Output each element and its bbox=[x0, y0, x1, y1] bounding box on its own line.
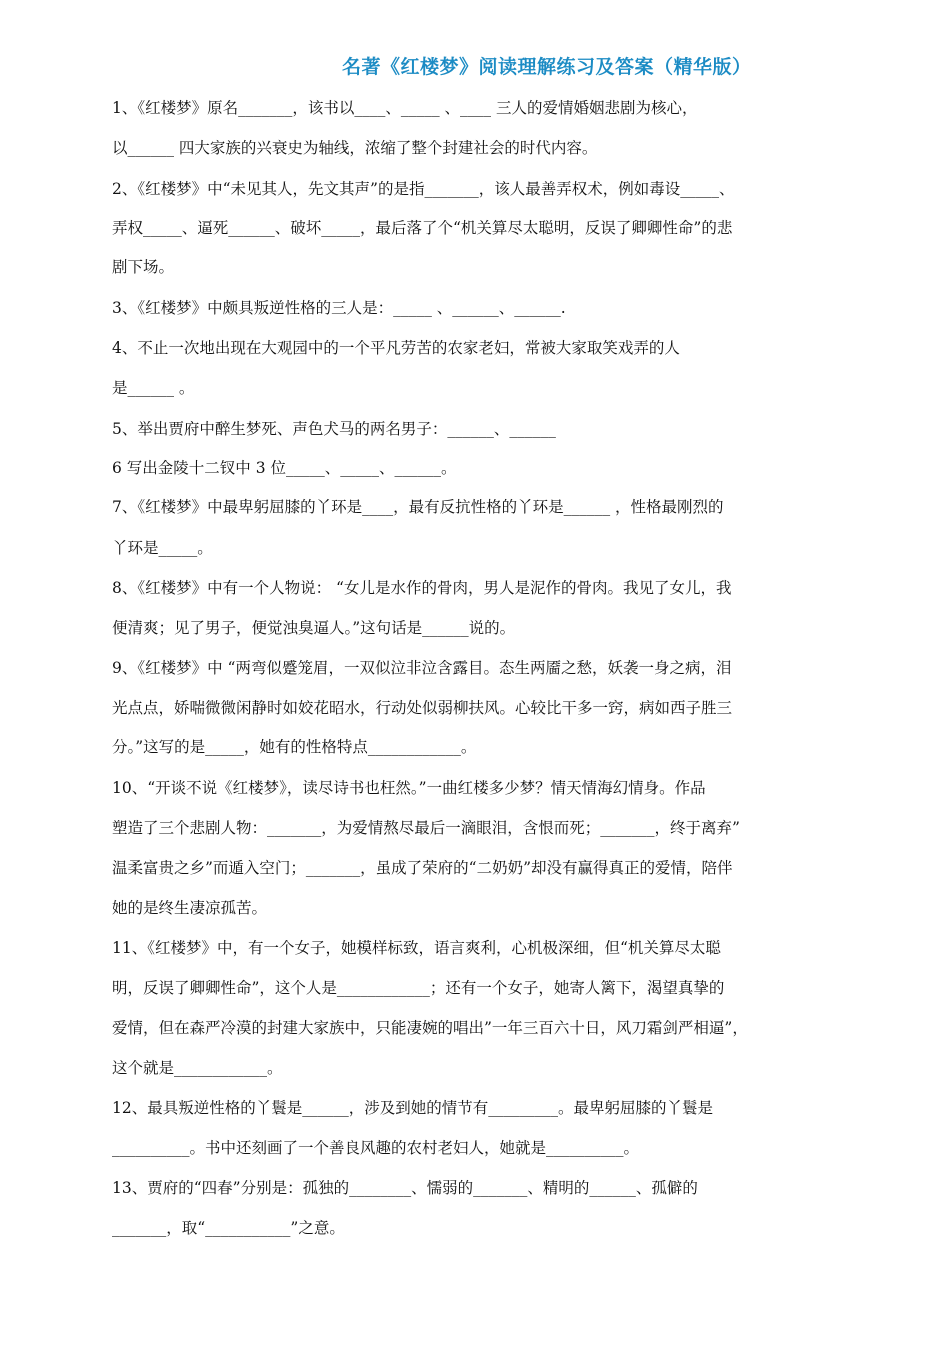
text-line: 便清爽；见了男子，便觉浊臭逼人。”这句话是______说的。 bbox=[112, 619, 516, 637]
text-line: 爱情，但在森严冷漠的封建大家族中，只能凄婉的唱出”一年三百六十日，风刀霜剑严相逼”， bbox=[112, 1019, 748, 1037]
page-title: 名著《红楼梦》阅读理解练习及答案（精华版） bbox=[342, 56, 752, 78]
text-line: 以______ 四大家族的兴衰史为轴线，浓缩了整个封建社会的时代内容。 bbox=[112, 139, 598, 157]
text-line: 5、举出贾府中醉生梦死、声色犬马的两名男子：______、______ bbox=[112, 420, 556, 438]
text-line: 3、《红楼梦》中颇具叛逆性格的三人是：_____ 、______、______. bbox=[112, 299, 566, 317]
text-line: 塑造了三个悲剧人物：_______，为爱情熬尽最后一滴眼泪，含恨而死；_______，终于离弃” bbox=[112, 819, 740, 837]
text-line: 11、《红楼梦》中，有一个女子，她模样标致，语言爽利，心机极深细，但“机关算尽太聪 bbox=[112, 939, 721, 957]
text-line: 6 写出金陵十二钗中 3 位_____、_____、______。 bbox=[112, 459, 457, 477]
text-line: 她的是终生凄凉孤苦。 bbox=[112, 899, 268, 917]
text-line: 13、贾府的“四春”分别是：孤独的________、懦弱的_______、精明的______、孤僻的 bbox=[112, 1179, 698, 1197]
text-line: 明，反误了卿卿性命”，这个人是____________；还有一个女子，她寄人篱下，渴望真挚的 bbox=[112, 979, 725, 997]
text-line: 是______ 。 bbox=[112, 379, 195, 397]
text-line: 9、《红楼梦》中 “两弯似蹙笼眉，一双似泣非泣含露目。态生两靥之愁，妖袭一身之病，泪 bbox=[112, 659, 732, 677]
text-line: _______，取“___________”之意。 bbox=[112, 1219, 345, 1237]
text-line: 10、“开谈不说《红楼梦》，读尽诗书也枉然。”一曲红楼多少梦？情天情海幻情身。作品 bbox=[112, 779, 706, 797]
text-line: 丫环是_____。 bbox=[112, 539, 213, 557]
text-line: 12、最具叛逆性格的丫鬟是______，涉及到她的情节有_________。最卑躬屈膝的丫鬟是 bbox=[112, 1099, 713, 1117]
text-line: 光点点，娇喘微微闲静时如姣花昭水，行动处似弱柳扶风。心较比干多一窍，病如西子胜三 bbox=[112, 699, 733, 717]
text-line: 8、《红楼梦》中有一个人物说： “女儿是水作的骨肉，男人是泥作的骨肉。我见了女儿，我 bbox=[112, 579, 732, 597]
text-line: 弄权_____、逼死______、破坏_____，最后落了个“机关算尽太聪明，反误了卿卿性命”的悲 bbox=[112, 219, 733, 237]
text-line: 4、不止一次地出现在大观园中的一个平凡劳苦的农家老妇，常被大家取笑戏弄的人 bbox=[112, 339, 680, 357]
text-line: 这个就是____________。 bbox=[112, 1059, 283, 1077]
text-line: 2、《红楼梦》中“未见其人，先文其声”的是指_______，该人最善弄权术，例如毒设_____、 bbox=[112, 180, 735, 198]
text-line: 7、《红楼梦》中最卑躬屈膝的丫环是____，最有反抗性格的丫环是______ ，性格最刚烈的 bbox=[112, 498, 724, 516]
text-line: __________。书中还刻画了一个善良风趣的农村老妇人，她就是__________。 bbox=[112, 1139, 640, 1157]
text-line: 1、《红楼梦》原名_______，该书以____、_____ 、____ 三人的爱情婚姻悲剧为核心， bbox=[112, 99, 698, 117]
text-line: 分。”这写的是_____，她有的性格特点____________。 bbox=[112, 738, 477, 756]
text-line: 温柔富贵之乡”而遁入空门；_______，虽成了荣府的“二奶奶”却没有赢得真正的爱情，陪伴 bbox=[112, 859, 733, 877]
text-line: 剧下场。 bbox=[112, 258, 175, 276]
